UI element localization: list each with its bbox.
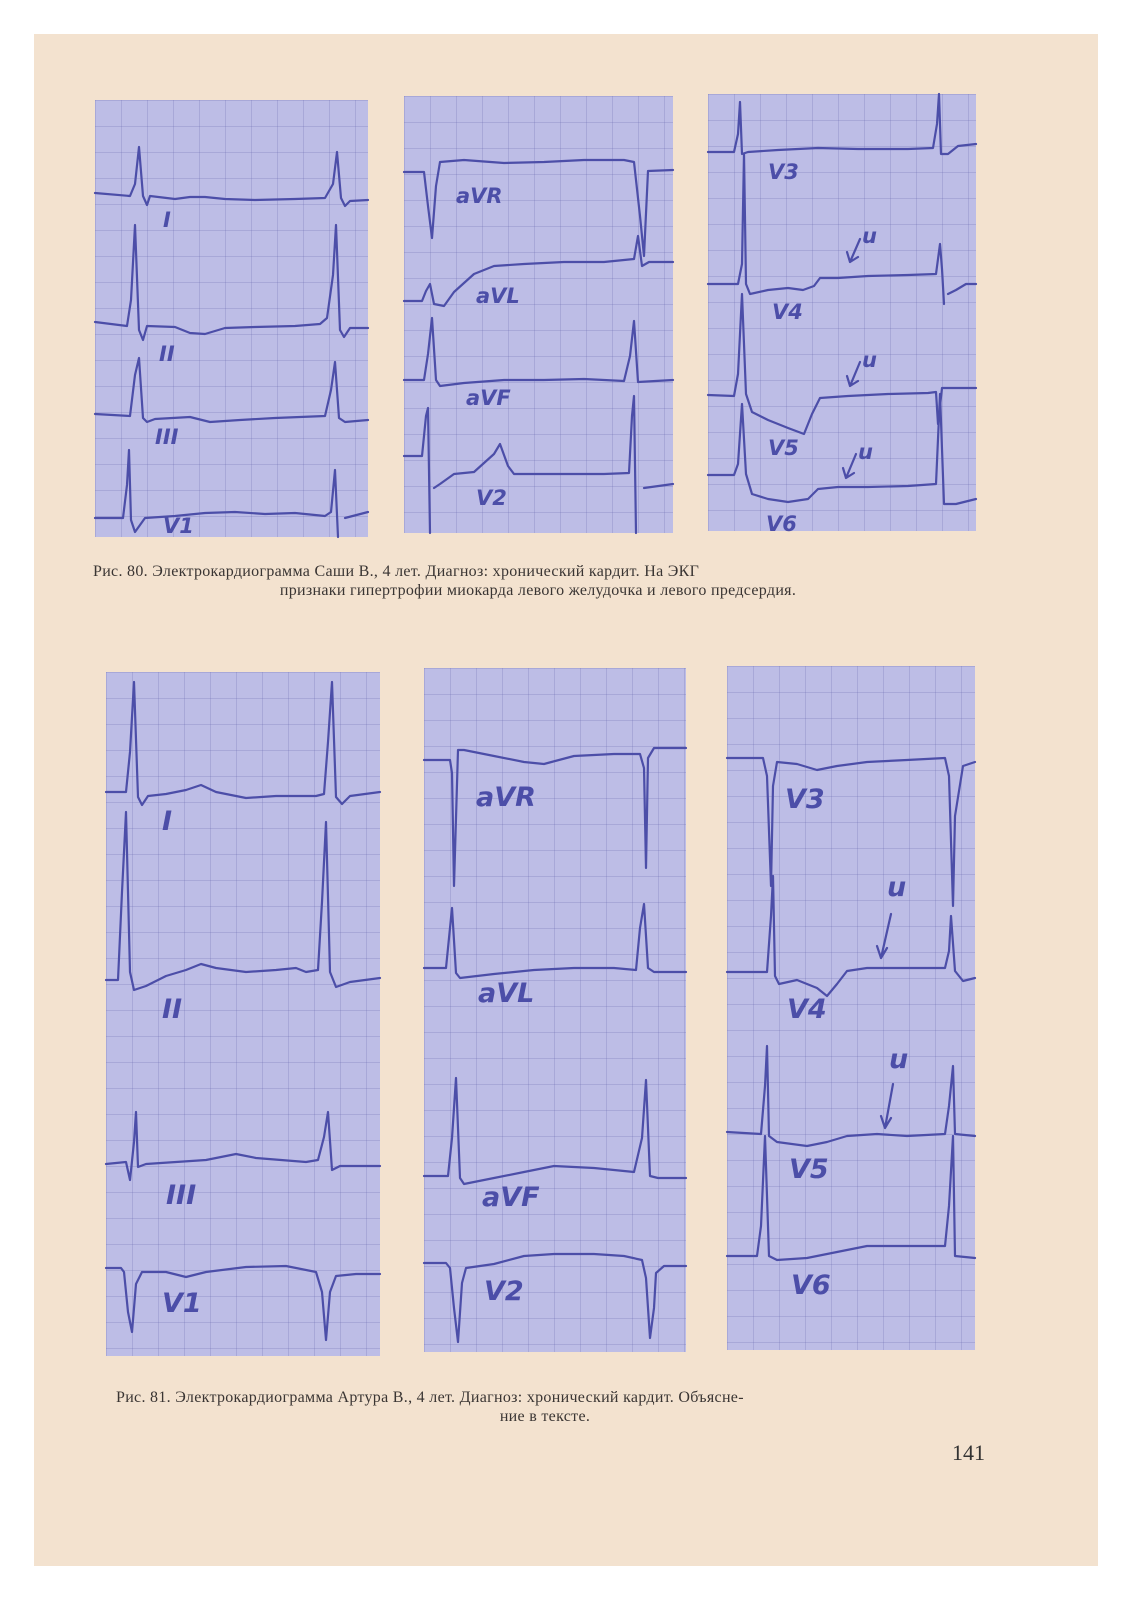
u-wave-mark: u [858,440,873,464]
caption-line: Рис. 80. Электрокардиограмма Саши В., 4 лет. Диагноз: хронический кардит. На ЭКГ [93,563,700,580]
fig81-augmented-traces [424,668,686,1352]
lead-label-V3: V3 [785,784,825,815]
trace-lead-aVF [424,1078,686,1184]
lead-label-V1: V1 [163,514,194,538]
trace-lead-V1 [106,1266,380,1340]
trace-lead-V6 [708,394,976,504]
lead-label-V4: V4 [772,300,803,324]
fig80-limb-traces [95,100,368,537]
trace-lead-aVL [424,904,686,978]
trace-lead-aVF [404,318,673,386]
lead-label-V1: V1 [162,1288,202,1319]
lead-label-aVR: aVR [456,184,503,208]
u-wave-mark: u [889,1044,909,1075]
trace-lead-I [95,147,368,206]
trace-lead-III [106,1112,380,1180]
caption-line: ние в тексте. [499,1408,591,1425]
trace-lead-II [95,225,368,340]
lead-label-aVL: aVL [478,978,535,1009]
u-wave-mark: u [862,348,877,372]
trace-lead-V2 [424,1254,686,1342]
u-wave-arrow-v4 [847,239,860,262]
lead-label-V5: V5 [789,1154,829,1185]
lead-label-aVR: aVR [476,782,536,813]
u-wave-mark: u [887,872,907,903]
trace-lead-III [95,358,368,422]
u-wave-arrow-v4 [877,914,891,958]
lead-label-I: I [163,208,171,232]
lead-label-I: I [162,806,173,837]
lead-label-V6: V6 [766,512,797,536]
trace-lead-aVR [424,748,686,886]
fig80-panel-limb-leads [95,100,368,537]
trace-lead-V3 [708,94,976,154]
fig80-panel-augmented-leads [404,96,673,533]
fig80-chest-traces [708,94,976,531]
trace-lead-II [106,812,380,990]
caption-line: признаки гипертрофии миокарда левого желудочка и левого предсердия. [279,582,797,599]
lead-label-II: II [162,994,183,1025]
caption-line: Рис. 81. Электрокардиограмма Артура В., 4 лет. Диагноз: хронический кардит. Объясне- [116,1389,744,1406]
u-wave-mark: u [862,224,877,248]
trace-lead-V5 [727,1046,975,1146]
fig81-panel-limb-leads [106,672,380,1356]
lead-label-III: III [166,1180,197,1211]
trace-lead-V4 [708,154,976,304]
u-wave-arrow-v6 [843,454,856,478]
lead-label-V3: V3 [768,160,799,184]
fig81-limb-traces [106,672,380,1356]
lead-label-aVL: aVL [476,284,520,308]
fig81-panel-chest-leads [727,666,975,1350]
lead-label-V4: V4 [787,994,827,1025]
lead-label-V6: V6 [791,1270,831,1301]
trace-lead-V4 [727,876,975,996]
fig81-chest-traces [727,666,975,1350]
lead-label-V2: V2 [476,486,507,510]
page-number: 141 [952,1440,985,1465]
trace-lead-V3 [727,758,975,906]
trace-lead-V1 [95,450,368,537]
trace-lead-V6 [727,1136,975,1260]
fig81-panel-augmented-leads [424,668,686,1352]
trace-lead-aVR [404,160,673,256]
lead-label-V2: V2 [484,1276,524,1307]
trace-lead-V5 [708,294,976,434]
lead-label-V5: V5 [768,436,799,460]
u-wave-arrow-v5 [847,362,860,386]
fig80-augmented-traces [404,96,673,533]
fig80-panel-chest-leads [708,94,976,536]
lead-label-aVF: aVF [482,1182,540,1213]
figure-81-caption [116,1388,974,1426]
lead-label-aVF: aVF [466,386,511,410]
u-wave-arrow-v5 [881,1084,893,1128]
trace-lead-I [106,682,380,805]
lead-label-III: III [155,425,179,449]
trace-lead-aVL [404,236,673,306]
trace-lead-V2 [404,396,673,533]
lead-label-II: II [159,342,175,366]
figure-80-caption [93,562,983,600]
